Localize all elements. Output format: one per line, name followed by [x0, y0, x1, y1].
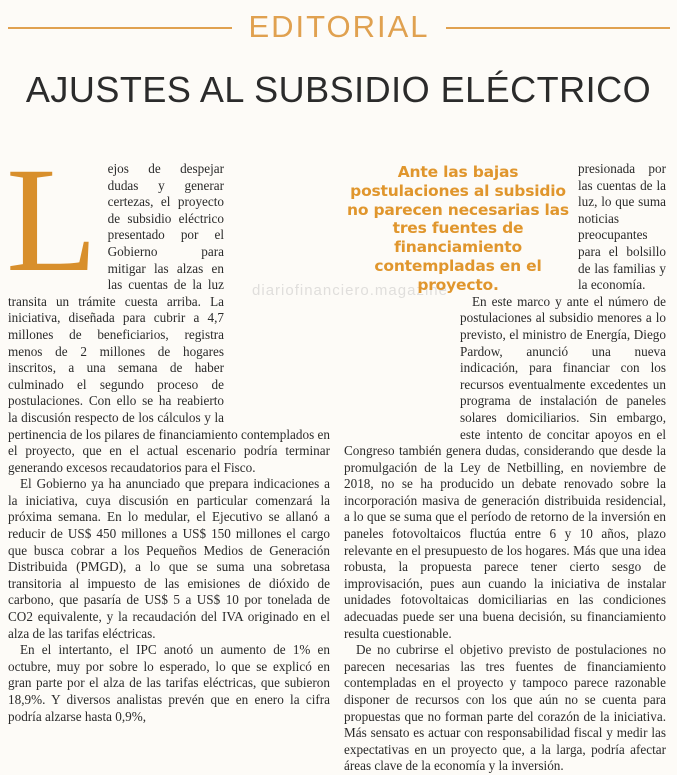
right-column — [344, 161, 666, 775]
headline: AJUSTES AL SUBSIDIO ELÉCTRICO — [25, 69, 652, 110]
header-rule-right — [446, 27, 670, 29]
watermark: diariofinanciero.magazine — [252, 282, 448, 299]
section-label: EDITORIAL — [248, 9, 430, 44]
drop-cap: L — [6, 137, 98, 303]
paragraph: presionada por las cuentas de la luz, lo que suma noticias preocupantes para el bolsillo de las familias y la economía. — [578, 161, 666, 293]
header-rule-left — [8, 27, 232, 29]
paragraph: El Gobierno ya ha anunciado que prepara indicaciones a la iniciativa, cuya discusión en particular comenzará la próxima semana. En lo medular, el Ejecutivo se allanó a reducir de US$ 450 millones a US$ 150 millones el cargo que busca cobrar a los Pequeños Medios de Generación Distribuida (PMGD), a lo que se suma una sobretasa transitoria al impuesto de las emisiones de dióxido de carbono, que pasaría de US$ 5 a US$ 10 por tonelada de CO2 equivalente, y la recaudación del IVA originado en el alza de las tarifas eléctricas. — [8, 476, 330, 641]
pull-quote: Ante las bajas postulaciones al subsidio no parecen necesarias las tres fuentes de financiamiento contempladas en el proyecto. — [347, 163, 569, 294]
paragraph: En el intertanto, el IPC anotó un aumento de 1% en octubre, muy por sobre lo esperado, lo que se explicó en gran parte por el alza de las tarifas eléctricas, que subieron 18,9%. Y diversos analistas prevén que en enero la cifra podría alzarse hasta 0,9%, — [8, 642, 330, 724]
paragraph: ejos de despejar dudas y generar certezas, el proyecto de subsidio eléctrico presentado por el Gobierno para mitigar las alzas en las cuentas de la luz transita un trámite cuesta arriba. La iniciativa, diseñada para cubrir a 4,7 millones de beneficiarios, registra menos de 2 millones de hogares inscritos, a una semana de haber culminado el segundo proceso de postulaciones. Con ello se ha reabierto la discusión respecto de los cálculos y la pertinencia de los pilares de financiamiento contemplados en el proyecto, que en el actual escenario podría terminar generando excesos recaudatorios para el Fisco. — [8, 161, 330, 475]
paragraph: De no cubrirse el objetivo previsto de postulaciones no parecen necesarias las tres fuentes de financiamiento contempladas en el proyecto y tampoco parece razonable disponer de recursos con los que aún no se cuenta para propuestas que no forman parte del corazón de la iniciativa. Más sensato es actuar con responsabilidad fiscal y medir las expectativas en un proyecto que, a la larga, podría afectar áreas clave de la economía y la inversión. — [344, 642, 666, 774]
left-column — [6, 137, 330, 725]
paragraph: En este marco y ante el número de postulaciones al subsidio menores a lo previsto, el ministro de Energía, Diego Pardow, anunció una nueva indicación, para financiar con los recursos eventualmente excedentes un programa de instalación de paneles solares domiciliarios. Sin embargo, este intento de concitar apoyos en el Congreso también genera dudas, considerando que desde la promulgación de la Ley de Netbilling, en noviembre de 2018, no se ha producido un debate renovado sobre la incorporación masiva de generación distribuida residencial, a lo que se suma que el período de retorno de la inversión en paneles fotovoltaicos fluctúa entre 6 y 10 años, plazo relevante en el presupuesto de los hogares. Más que una idea robusta, la propuesta parece tener cierto sesgo de improvisación, pues aun cuando la iniciativa de instalar unidades fotovoltaicas domiciliarias en las condiciones adecuadas puede ser una buena decisión, su financiamiento resulta cuestionable. — [344, 293, 666, 641]
